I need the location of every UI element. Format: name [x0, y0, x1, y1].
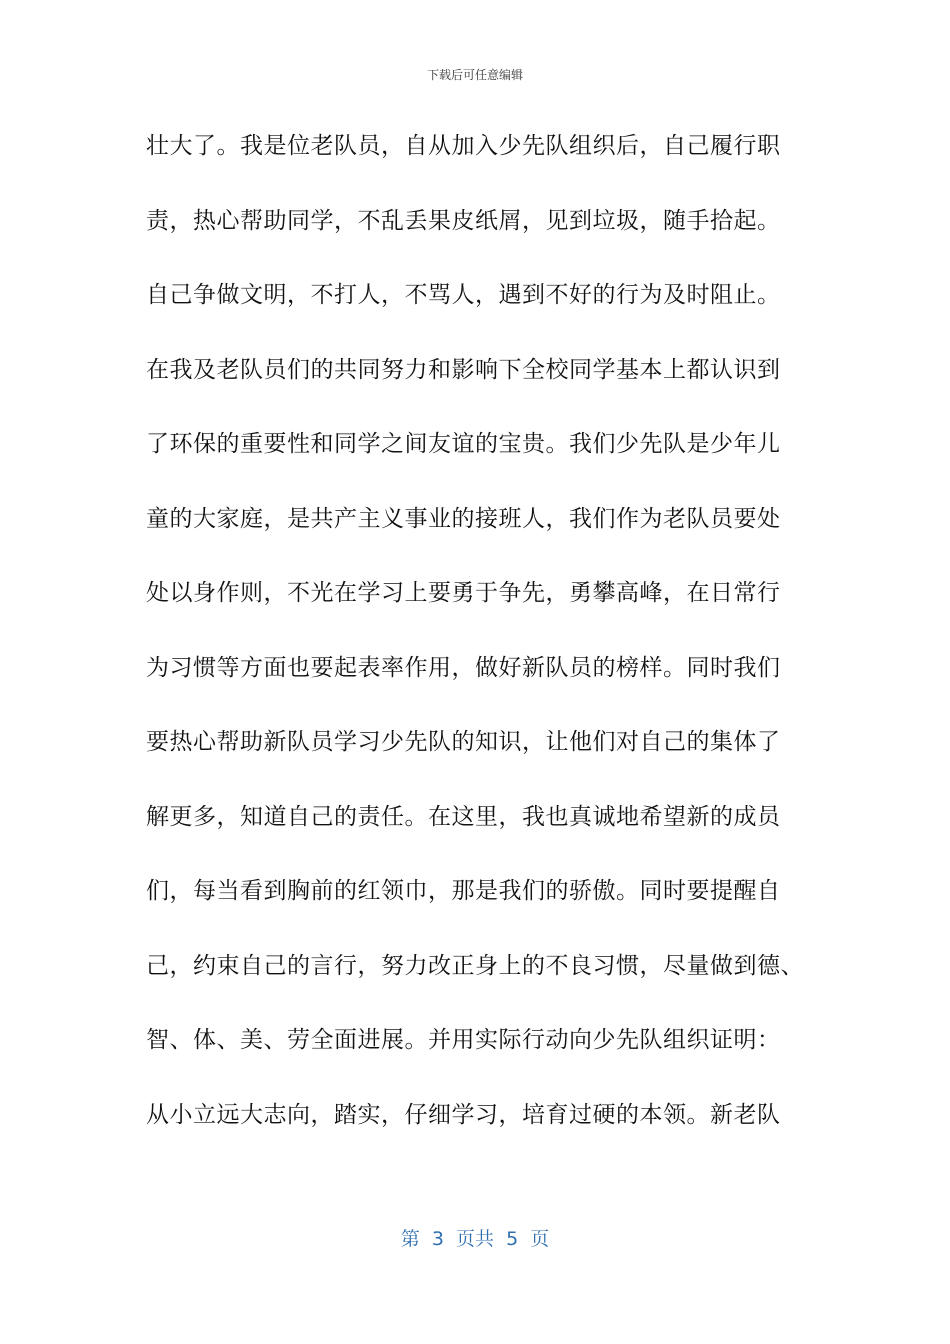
page-header: 下载后可任意编辑: [426, 68, 523, 82]
document-body: [146, 124, 806, 1167]
text-line: 壮大了。我是位老队员，自从加入少先队组织后，自己履行职: [146, 133, 781, 159]
text-line: 从小立远大志向，踏实，仔细学习，培育过硬的本领。新老队: [146, 1101, 781, 1128]
text-line: 己，约束自己的言行，努力改正身上的不良习惯，尽量做到德、: [146, 952, 804, 979]
text-line: 在我及老队员们的共同努力和影响下全校同学基本上都认识到: [146, 356, 781, 383]
text-line: 处以身作则，不光在学习上要勇于争先，勇攀高峰，在日常行: [146, 580, 781, 606]
page-footer: 第 3 页共 5 页: [400, 1228, 550, 1250]
text-line: 责，热心帮助同学，不乱丢果皮纸屑，见到垃圾，随手拾起。: [146, 207, 781, 234]
text-line: 为习惯等方面也要起表率作用，做好新队员的榜样。同时我们: [146, 654, 781, 681]
text-line: 们，每当看到胸前的红领巾，那是我们的骄傲。同时要提醒自: [146, 878, 781, 904]
text-line: 自己争做文明，不打人，不骂人，遇到不好的行为及时阻止。: [146, 282, 781, 308]
text-line: 智、体、美、劳全面进展。并用实际行动向少先队组织证明：: [146, 1027, 781, 1053]
text-line: 解更多，知道自己的责任。在这里，我也真诚地希望新的成员: [146, 803, 781, 830]
text-line: 了环保的重要性和同学之间友谊的宝贵。我们少先队是少年儿: [146, 431, 781, 457]
text-line: 童的大家庭，是共产主义事业的接班人，我们作为老队员要处: [146, 505, 781, 532]
text-line: 要热心帮助新队员学习少先队的知识，让他们对自己的集体了: [146, 729, 781, 755]
